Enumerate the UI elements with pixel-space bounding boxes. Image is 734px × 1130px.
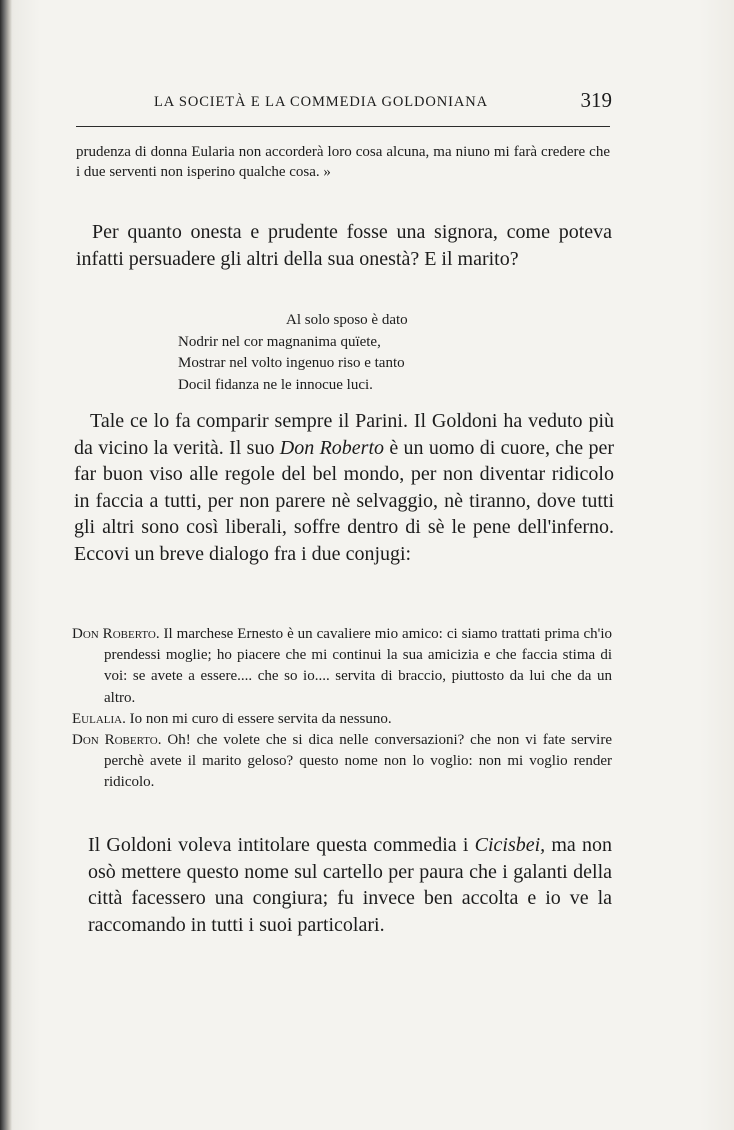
dialogue-block [72, 624, 612, 794]
paragraph-3-text: Tale ce lo fa comparir sempre il Parini. Il Goldoni ha veduto più da vicino la verità. Il suo [74, 410, 614, 459]
dialogue-line [72, 709, 612, 730]
speech-text: Io non mi curo di essere servita da nessuno. [125, 710, 392, 727]
paragraph-4-text-cont: ma non osò mettere questo nome sul cartello per paura che i galanti della città facessero una congiura; fu invece ben accolta e io ve la raccomando in tutti i suoi particolari. [88, 834, 613, 936]
book-spine-shadow [0, 0, 12, 1130]
speech-text: Oh! che volete che si dica nelle conversazioni? che non vi fate servire perchè avete il marito geloso? questo nome non lo voglio: non mi voglio render ridicolo. [104, 732, 612, 791]
verse-quote [178, 310, 498, 396]
verse-line: Mostrar nel volto ingenuo riso e tanto [178, 355, 405, 371]
verse-line: Nodrir nel cor magnanima quïete, [178, 333, 381, 350]
play-character-title: Don Roberto [279, 436, 385, 459]
paragraph-3 [74, 408, 614, 568]
verse-line: Docil fidanza ne le innocue luci. [178, 376, 373, 393]
speaker-name: Don Roberto. [72, 626, 160, 642]
running-title: LA SOCIETÀ E LA COMMEDIA GOLDONIANA [154, 94, 488, 110]
verse-line: Al solo sposo è dato [286, 312, 408, 328]
dialogue-line [72, 624, 612, 709]
page-number: 319 [580, 88, 612, 112]
running-header [150, 88, 612, 118]
header-rule [76, 126, 610, 127]
speaker-name: Don Roberto. [72, 732, 162, 749]
paragraph-4-text: Il Goldoni voleva intitolare questa commedia i [88, 834, 475, 856]
paragraph-2: Per quanto onesta e prudente fosse una signora, come poteva infatti persuadere gli altri della sua onestà? E il marito? [76, 221, 612, 270]
quote-continuation: prudenza di donna Eularia non accorderà loro cosa alcuna, ma niuno mi farà credere che i due serventi non isperino qualche cosa. » [76, 144, 610, 180]
dialogue-line [72, 730, 612, 794]
play-title: Cicisbei, [474, 834, 546, 856]
speaker-name: Eulalia. [72, 710, 126, 727]
paragraph-4 [88, 832, 612, 938]
paragraph-3-text-cont: è un uomo di cuore, che per far buon viso alle regole del bel mondo, per non diventar ridicolo in faccia a tutti, per non parere nè selvaggio, nè tiranno, dove tutti gli altri sono così liberali, soffre dentro di sè le pene dell'inferno. Eccovi un breve dialogo fra i due conjugi: [74, 436, 615, 565]
speech-text: Il marchese Ernesto è un cavaliere mio amico: ci siamo trattati prima ch'io prendessi moglie; ho piacere che mi continui la sua amicizia e che faccia stima di voi: se avete a essere.... che so io.... servita di braccio, piuttosto da lui che da un altro. [104, 626, 612, 706]
